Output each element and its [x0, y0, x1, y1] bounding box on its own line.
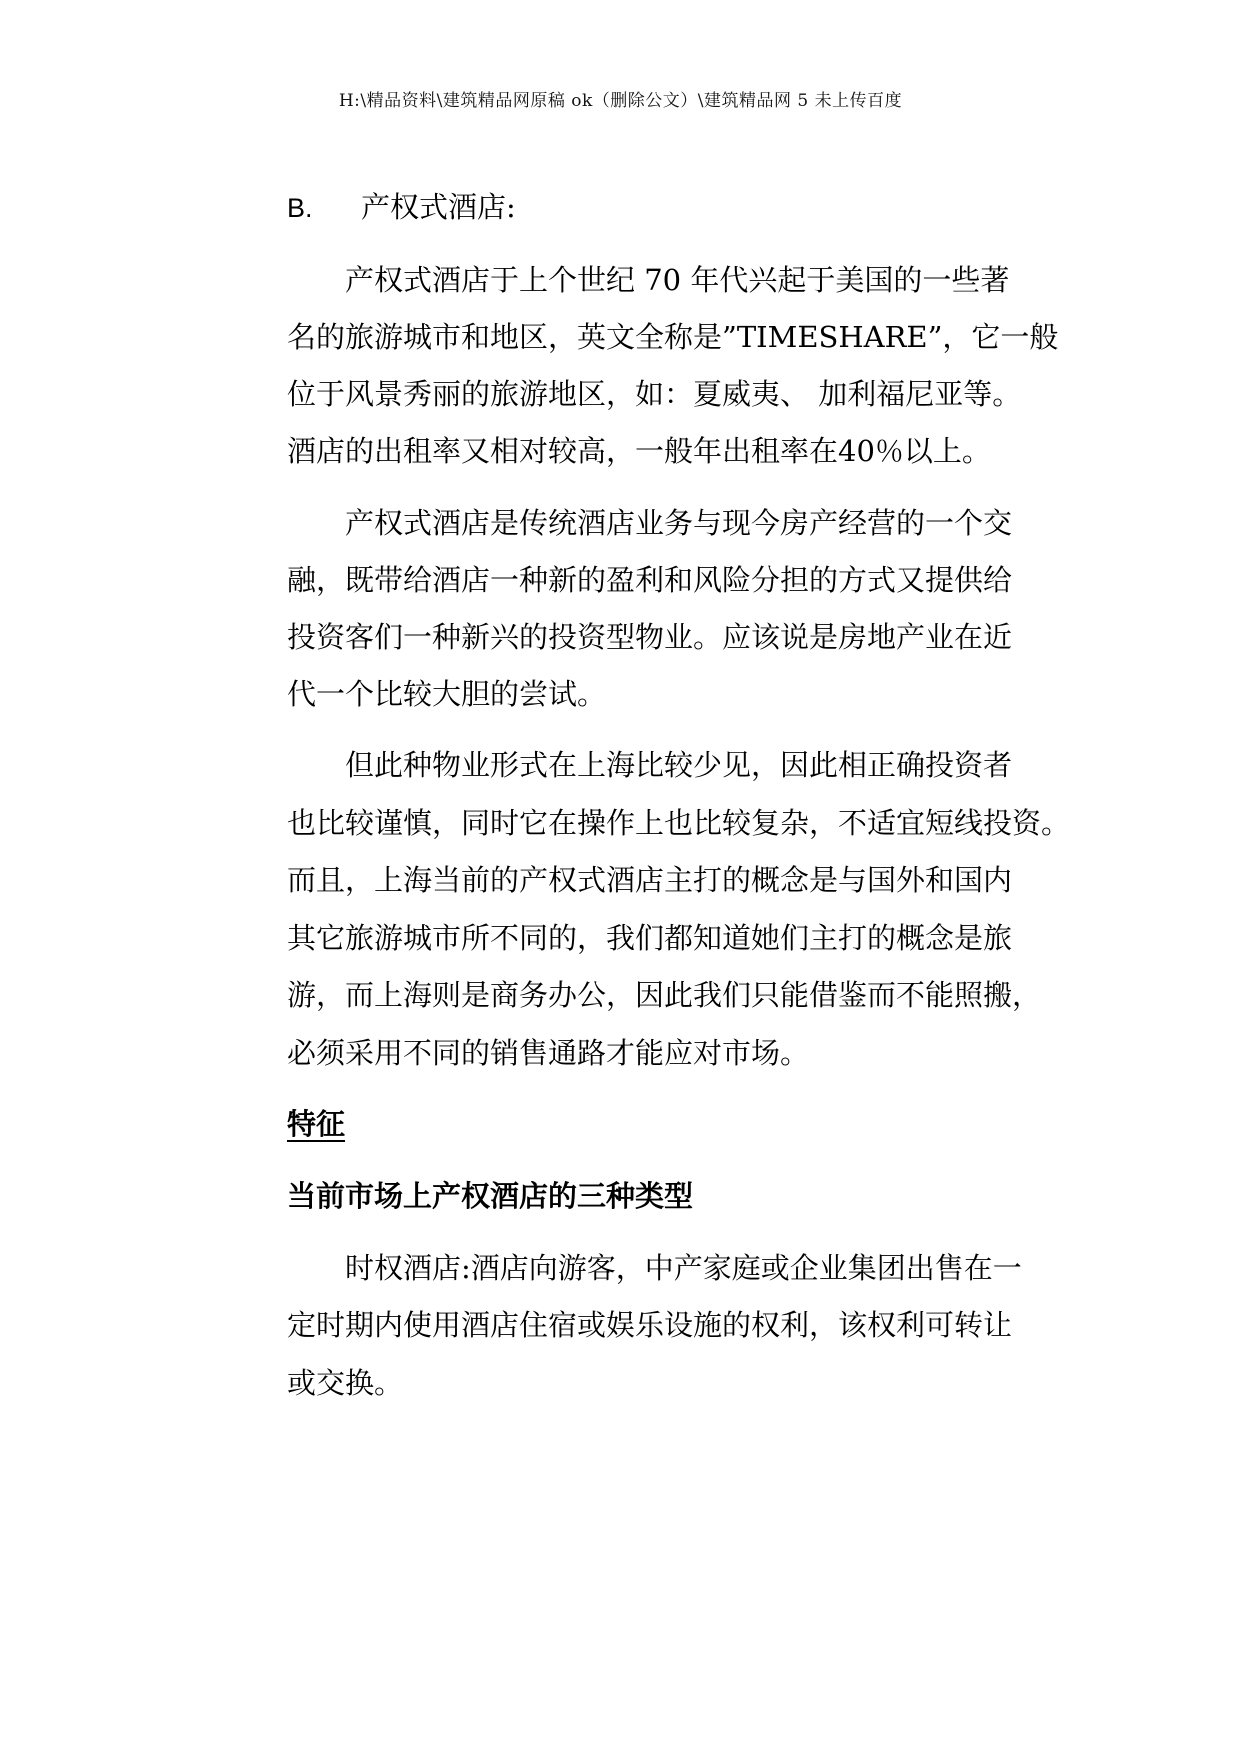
- paragraph-1-line-2: 名的旅游城市和地区，英文全称是”TIMESHARE”，它一般: [287, 320, 1059, 354]
- feature-heading: 特征: [287, 1107, 346, 1141]
- last-paragraph-line-3: 或交换。: [287, 1366, 404, 1400]
- paragraph-3-line-2: 也比较谨慎，同时它在操作上也比较复杂，不适宜短线投资。: [287, 806, 1071, 840]
- paragraph-1-line-1: 产权式酒店于上个世纪 70 年代兴起于美国的一些著: [287, 263, 1010, 297]
- paragraph-3-line-4: 其它旅游城市所不同的，我们都知道她们主打的概念是旅: [287, 921, 1013, 955]
- paragraph-1-line-3: 位于风景秀丽的旅游地区，如：夏威夷、 加利福尼亚等。: [287, 377, 1022, 411]
- last-paragraph-line-2: 定时期内使用酒店住宿或娱乐设施的权利，该权利可转让: [287, 1308, 1013, 1342]
- paragraph-2-line-3: 投资客们一种新兴的投资型物业。应该说是房地产业在近: [287, 620, 1013, 654]
- types-heading: 当前市场上产权酒店的三种类型: [287, 1179, 694, 1213]
- section-marker: B.: [287, 193, 313, 223]
- paragraph-2-line-4: 代一个比较大胆的尝试。: [287, 677, 607, 711]
- section-title: 产权式酒店:: [361, 190, 516, 224]
- paragraph-3-line-1: 但此种物业形式在上海比较少见，因此相正确投资者: [287, 748, 1013, 782]
- section-heading: [287, 190, 516, 224]
- paragraph-2-line-2: 融，既带给酒店一种新的盈利和风险分担的方式又提供给: [287, 563, 1013, 597]
- paragraph-3-line-5: 游，而上海则是商务办公，因此我们只能借鉴而不能照搬，: [287, 978, 1042, 1012]
- paragraph-3-line-3: 而且，上海当前的产权式酒店主打的概念是与国外和国内: [287, 863, 1013, 897]
- last-paragraph-line-1: 时权酒店:酒店向游客，中产家庭或企业集团出售在一: [287, 1251, 1022, 1285]
- paragraph-2-line-1: 产权式酒店是传统酒店业务与现今房产经营的一个交: [287, 506, 1013, 540]
- document-header-path: H:\精品资料\建筑精品网原稿 ok（删除公文）\建筑精品网 5 未上传百度: [338, 91, 903, 111]
- paragraph-1-line-4: 酒店的出租率又相对较高，一般年出租率在40％以上。: [287, 434, 991, 468]
- paragraph-3-line-6: 必须采用不同的销售通路才能应对市场。: [287, 1036, 810, 1070]
